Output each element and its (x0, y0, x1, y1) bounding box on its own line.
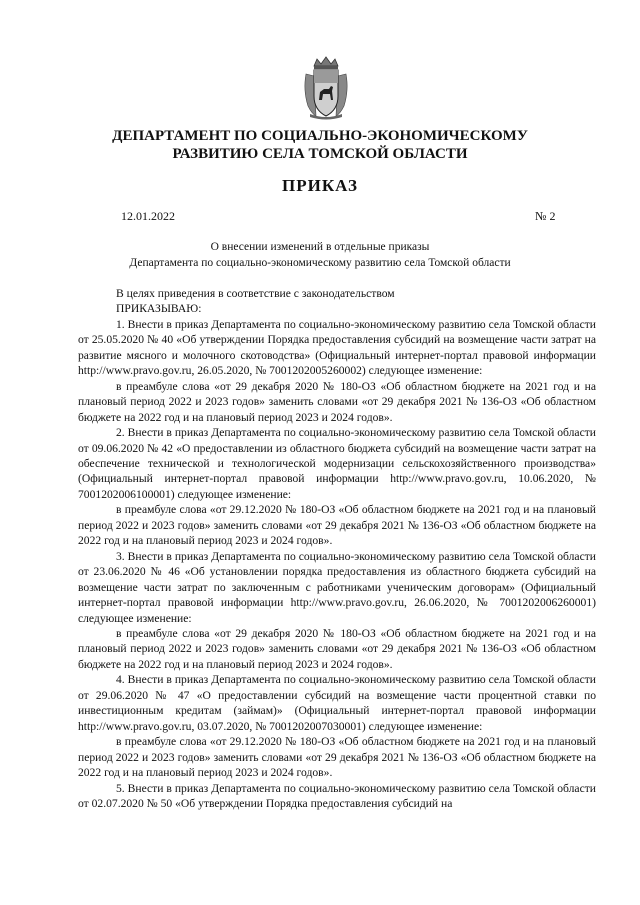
paragraph-1: 1. Внести в приказ Департамента по социально-экономическому развитию села Томской области от 25.05.2020 № 40 «Об утверждении Порядка предоставления субсидий на возмещение части затрат на развитие мясного и молочного скотоводства» (Официальный интернет-портал правовой информации http://www.pravo.gov.ru, 26.05.2020, № 7001202005260002) следующее изменение: (78, 317, 596, 378)
preamble-text: В целях приведения в соответствие с законодательством (116, 287, 395, 300)
subject-line-1: О внесении изменений в отдельные приказы (210, 241, 430, 253)
department-name-line-2: РАЗВИТИЮ СЕЛА ТОМСКОЙ ОБЛАСТИ (172, 146, 468, 162)
paragraph-1-change: в преамбуле слова «от 29 декабря 2020 № 180-ОЗ «Об областном бюджете на 2021 год и на плановый период 2022 и 2023 годов» заменить словами «от 29 декабря 2021 № 136-ОЗ «Об областном бюджете на 2022 год и на плановый период 2023 и 2024 годов». (78, 379, 596, 424)
paragraph-4-change: в преамбуле слова «от 29.12.2020 № 180-ОЗ «Об областном бюджете на 2021 год и на плановый период 2022 и 2023 годов» заменить словами «от 29 декабря 2021 № 136-ОЗ «Об областном бюджете на 2022 год и на плановый период 2023 и 2024 годов». (78, 735, 596, 780)
document-number: № 2 (535, 209, 556, 223)
paragraph-5: 5. Внести в приказ Департамента по социально-экономическому развитию села Томской области от 02.07.2020 № 50 «Об утверждении Порядка предоставления субсидий на (78, 781, 596, 810)
order-word: ПРИКАЗЫВАЮ: (116, 302, 202, 316)
subject-line-2: Департамента по социально-экономическому развитию села Томской области (129, 257, 511, 269)
document-type-title: ПРИКАЗ (282, 176, 358, 195)
paragraph-3-change: в преамбуле слова «от 29 декабря 2020 № 180-ОЗ «Об областном бюджете на 2021 год и на плановый период 2022 и 2023 годов» заменить словами «от 29 декабря 2021 № 136-ОЗ «Об областном бюджете на 2022 год и на плановый период 2023 и 2024 годов». (78, 626, 596, 671)
document-body (78, 286, 596, 811)
paragraph-4: 4. Внести в приказ Департамента по социально-экономическому развитию села Томской области от 29.06.2020 № 47 «О предоставлении субсидий на возмещение части процентной ставки по инвестиционным кредитам (займам)» (Официальный интернет-портал правовой информации http://www.pravo.gov.ru, 03.07.2020, № 7001202007030001) следующее изменение: (78, 673, 596, 733)
paragraph-3: 3. Внести в приказ Департамента по социально-экономическому развитию села Томской области от 23.06.2020 № 46 «Об установлении порядка предоставления из областного бюджета субсидий на возмещение части затрат по заключенным с работниками ученическим договорам» (Официальный интернет-портал правовой информации http://www.pravo.gov.ru, 26.06.2020, № 7001202006260001) следующее изменение: (78, 549, 596, 625)
department-name-line-1: ДЕПАРТАМЕНТ ПО СОЦИАЛЬНО-ЭКОНОМИЧЕСКОМУ (112, 128, 528, 144)
paragraph-2: 2. Внести в приказ Департамента по социально-экономическому развитию села Томской области от 09.06.2020 № 42 «О предоставлении из областного бюджета субсидий на возмещение части затрат на обеспечение технической и технологической модернизации сельскохозяйственного производства» (Официальный интернет-портал правовой информации http://www.pravo.gov.ru, 10.06.2020, № 7001202006100001) следующее изменение: (78, 426, 596, 501)
paragraph-2-change: в преамбуле слова «от 29.12.2020 № 180-ОЗ «Об областном бюджете на 2021 год и на плановый период 2022 и 2023 годов» заменить словами «от 29 декабря 2021 № 136-ОЗ «Об областном бюджете на 2022 год и на плановый период 2023 и 2024 годов». (78, 503, 596, 548)
coat-of-arms-emblem (302, 56, 350, 120)
document-date: 12.01.2022 (121, 209, 175, 223)
